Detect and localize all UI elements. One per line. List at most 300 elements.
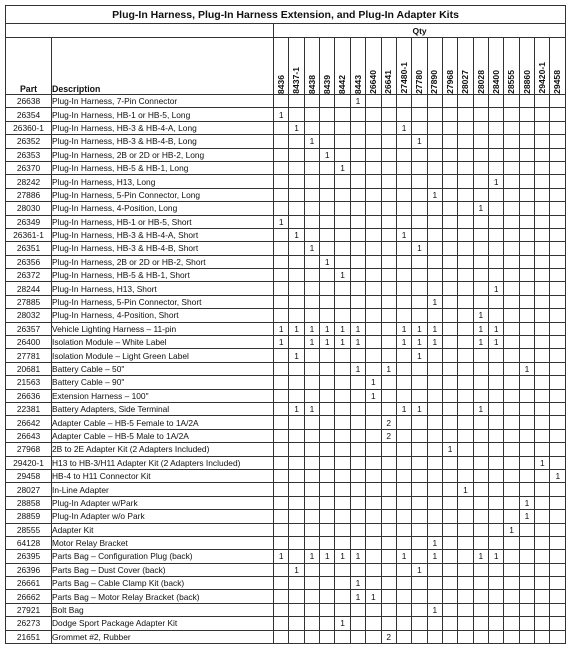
part-number-cell: 26351 [6,242,52,255]
qty-cell [320,175,335,188]
qty-cell [473,536,488,549]
qty-cell [458,349,473,362]
table-row [6,295,566,308]
qty-cell [335,483,350,496]
qty-cell [396,496,411,509]
description-cell: Plug-In Harness, 4-Position, Short [52,309,274,322]
qty-cell: 1 [320,550,335,563]
qty-column-label: 29420-1 [536,62,547,94]
qty-cell [335,108,350,121]
qty-cell [427,630,442,643]
qty-cell [350,108,365,121]
table-row [6,349,566,362]
qty-cell [381,536,396,549]
qty-cell: 1 [489,175,504,188]
qty-cell [535,242,550,255]
qty-cell [504,269,519,282]
qty-cell [442,135,457,148]
table-row [6,161,566,174]
qty-cell [274,523,289,536]
qty-cell [519,269,534,282]
qty-cell [381,496,396,509]
qty-cell [489,376,504,389]
qty-cell [442,309,457,322]
qty-cell [381,255,396,268]
qty-cell [274,483,289,496]
qty-cell [412,295,427,308]
qty-cell [489,429,504,442]
qty-cell [412,389,427,402]
qty-cell [489,215,504,228]
qty-cell [274,402,289,415]
parts-table [5,5,566,644]
qty-cell: 1 [289,349,304,362]
qty-cell [396,242,411,255]
qty-column-header [412,38,427,95]
qty-cell [550,577,566,590]
part-number-cell: 26349 [6,215,52,228]
qty-cell [304,161,319,174]
qty-cell [458,496,473,509]
qty-cell: 1 [396,402,411,415]
qty-cell [335,362,350,375]
qty-cell: 2 [381,429,396,442]
qty-cell: 1 [289,228,304,241]
qty-cell [550,402,566,415]
qty-cell [473,590,488,603]
qty-cell [274,362,289,375]
qty-column-header [519,38,534,95]
qty-cell [519,336,534,349]
qty-cell [366,483,381,496]
qty-cell [366,443,381,456]
qty-cell [535,577,550,590]
table-row [6,95,566,108]
qty-cell [427,469,442,482]
qty-cell [458,469,473,482]
qty-cell [489,416,504,429]
description-cell: Vehicle Lighting Harness – 11-pin [52,322,274,335]
qty-cell [350,255,365,268]
qty-cell: 1 [335,550,350,563]
table-row [6,121,566,134]
qty-cell [519,242,534,255]
qty-cell [427,202,442,215]
qty-cell [320,362,335,375]
qty-cell [335,456,350,469]
qty-cell [442,416,457,429]
qty-cell [550,188,566,201]
qty-cell [535,630,550,643]
qty-cell [396,282,411,295]
qty-cell [442,563,457,576]
qty-cell [473,563,488,576]
description-column-header: Description [52,38,274,95]
part-number-cell: 26395 [6,550,52,563]
qty-cell [504,536,519,549]
qty-cell [504,322,519,335]
qty-cell [504,510,519,523]
qty-cell: 1 [274,550,289,563]
description-cell: Plug-In Harness, HB-3 & HB-4-B, Long [52,135,274,148]
qty-cell [412,108,427,121]
qty-cell [350,135,365,148]
qty-cell [396,135,411,148]
qty-cell [519,202,534,215]
qty-cell [304,309,319,322]
qty-cell [289,309,304,322]
qty-cell [366,242,381,255]
qty-cell [550,95,566,108]
qty-cell [366,121,381,134]
table-row [6,483,566,496]
qty-cell [504,282,519,295]
qty-cell [381,376,396,389]
qty-cell [473,188,488,201]
qty-cell [458,550,473,563]
qty-cell [289,389,304,402]
qty-cell [473,523,488,536]
qty-column-label: 27480-1 [398,62,409,94]
qty-cell [473,228,488,241]
qty-cell [504,202,519,215]
qty-cell [320,416,335,429]
qty-cell [366,135,381,148]
qty-cell [274,295,289,308]
qty-cell [489,242,504,255]
qty-cell [458,362,473,375]
qty-cell [412,202,427,215]
qty-cell [304,376,319,389]
qty-cell [504,550,519,563]
qty-cell [519,215,534,228]
part-number-cell: 28859 [6,510,52,523]
qty-cell [350,617,365,630]
qty-cell [274,349,289,362]
qty-cell [504,175,519,188]
qty-cell [504,161,519,174]
qty-cell [350,402,365,415]
qty-cell: 1 [519,362,534,375]
qty-cell [489,362,504,375]
qty-cell: 1 [335,617,350,630]
qty-cell: 1 [427,550,442,563]
qty-cell [350,148,365,161]
qty-cell [274,617,289,630]
qty-cell [473,282,488,295]
qty-cell [289,135,304,148]
part-number-cell: 26662 [6,590,52,603]
qty-cell [519,148,534,161]
qty-cell [350,416,365,429]
qty-cell [412,536,427,549]
qty-cell [304,630,319,643]
description-cell: In-Line Adapter [52,483,274,496]
qty-cell [274,228,289,241]
qty-cell [535,536,550,549]
description-cell: Plug-In Adapter w/Park [52,496,274,509]
qty-cell [489,563,504,576]
qty-cell [320,469,335,482]
qty-cell [550,389,566,402]
qty-cell [535,108,550,121]
qty-cell: 1 [396,322,411,335]
qty-cell [458,95,473,108]
qty-column-label: 26640 [368,70,379,94]
qty-cell [550,603,566,616]
qty-cell [335,563,350,576]
qty-cell: 1 [473,202,488,215]
qty-cell [519,630,534,643]
qty-cell [427,590,442,603]
qty-cell [289,536,304,549]
qty-cell [289,95,304,108]
qty-cell [412,228,427,241]
qty-cell [350,121,365,134]
qty-cell [350,161,365,174]
qty-cell [320,309,335,322]
description-cell: Parts Bag – Configuration Plug (back) [52,550,274,563]
qty-cell: 1 [427,295,442,308]
qty-cell [396,469,411,482]
qty-cell [535,336,550,349]
qty-column-label: 29458 [552,70,563,94]
qty-cell [350,603,365,616]
description-cell: Adapter Cable – HB-5 Male to 1A/2A [52,429,274,442]
qty-cell [519,443,534,456]
qty-cell [412,617,427,630]
qty-cell: 1 [519,510,534,523]
description-cell: Parts Bag – Motor Relay Bracket (back) [52,590,274,603]
qty-cell: 1 [289,402,304,415]
qty-cell [412,469,427,482]
qty-cell [304,202,319,215]
qty-cell [535,188,550,201]
qty-cell [458,322,473,335]
qty-cell [335,295,350,308]
qty-cell [304,295,319,308]
qty-cell [550,282,566,295]
qty-cell [412,550,427,563]
qty-cell [396,536,411,549]
qty-cell [274,630,289,643]
qty-cell [396,108,411,121]
qty-cell [535,389,550,402]
qty-cell [442,429,457,442]
description-cell: Battery Cable – 50" [52,362,274,375]
qty-cell [535,349,550,362]
description-cell: Dodge Sport Package Adapter Kit [52,617,274,630]
qty-column-header [366,38,381,95]
qty-cell [473,135,488,148]
qty-cell [473,483,488,496]
qty-cell [304,269,319,282]
part-column-header: Part [6,38,52,95]
qty-cell [412,483,427,496]
qty-cell [535,563,550,576]
description-cell: Bolt Bag [52,603,274,616]
qty-cell [381,336,396,349]
qty-cell [381,148,396,161]
qty-cell [320,161,335,174]
qty-cell [442,95,457,108]
qty-cell [381,456,396,469]
qty-cell [489,536,504,549]
qty-cell [550,590,566,603]
part-number-cell: 26354 [6,108,52,121]
qty-cell [442,376,457,389]
qty-cell: 1 [427,188,442,201]
description-cell: Plug-In Harness, H13, Short [52,282,274,295]
qty-cell [489,228,504,241]
qty-cell [289,617,304,630]
qty-cell [489,402,504,415]
qty-cell [366,617,381,630]
qty-cell: 1 [320,255,335,268]
qty-cell [442,617,457,630]
table-row [6,215,566,228]
table-row [6,443,566,456]
qty-cell [473,161,488,174]
part-number-cell: 26642 [6,416,52,429]
qty-cell [489,469,504,482]
qty-cell [366,510,381,523]
part-number-cell: 28555 [6,523,52,536]
qty-cell [458,603,473,616]
qty-cell: 1 [412,563,427,576]
qty-cell [335,228,350,241]
qty-cell: 1 [489,336,504,349]
qty-cell [350,242,365,255]
qty-cell [396,523,411,536]
qty-cell [550,362,566,375]
qty-cell [473,295,488,308]
part-number-cell: 29458 [6,469,52,482]
qty-column-label: 8436 [275,74,286,94]
table-row [6,590,566,603]
qty-cell [274,389,289,402]
qty-cell [504,349,519,362]
qty-cell [504,295,519,308]
qty-cell [350,469,365,482]
qty-cell [427,510,442,523]
qty-cell [304,95,319,108]
qty-column-label: 26641 [383,70,394,94]
table-row [6,255,566,268]
qty-cell [274,121,289,134]
qty-cell [381,188,396,201]
parts-table-container [5,5,565,643]
qty-cell [304,389,319,402]
qty-cell [535,295,550,308]
qty-column-header [458,38,473,95]
qty-cell [274,577,289,590]
qty-cell [442,536,457,549]
qty-cell [458,577,473,590]
description-cell: Plug-In Harness, 2B or 2D or HB-2, Long [52,148,274,161]
qty-cell: 1 [350,590,365,603]
qty-cell [396,443,411,456]
qty-cell [427,175,442,188]
qty-cell [550,496,566,509]
qty-cell: 1 [304,550,319,563]
qty-cell [458,336,473,349]
qty-cell [335,443,350,456]
qty-cell [519,135,534,148]
qty-cell [396,255,411,268]
qty-cell: 1 [412,135,427,148]
qty-cell [320,429,335,442]
qty-cell [442,175,457,188]
qty-cell [304,108,319,121]
qty-cell [519,469,534,482]
part-number-cell: 27886 [6,188,52,201]
qty-cell: 1 [350,550,365,563]
qty-cell [350,389,365,402]
qty-column-label: 8437-1 [291,67,302,94]
qty-cell [504,362,519,375]
qty-column-header [489,38,504,95]
table-row [6,496,566,509]
qty-cell [535,617,550,630]
qty-cell [489,295,504,308]
qty-cell [335,309,350,322]
qty-cell [504,603,519,616]
qty-cell [350,429,365,442]
qty-cell [320,483,335,496]
qty-cell [458,376,473,389]
qty-cell [442,255,457,268]
qty-cell [550,269,566,282]
qty-cell [489,389,504,402]
qty-cell [335,188,350,201]
qty-cell [412,121,427,134]
qty-cell [350,228,365,241]
qty-cell [519,121,534,134]
qty-cell [320,523,335,536]
description-cell: Adapter Kit [52,523,274,536]
qty-cell [381,563,396,576]
qty-cell [412,95,427,108]
qty-cell [427,443,442,456]
qty-cell [473,376,488,389]
qty-cell [504,309,519,322]
qty-cell [550,121,566,134]
qty-cell [427,95,442,108]
qty-cell [535,322,550,335]
qty-cell [504,188,519,201]
qty-cell: 1 [396,336,411,349]
qty-cell [304,456,319,469]
qty-cell [458,282,473,295]
qty-cell [320,536,335,549]
qty-cell [458,523,473,536]
qty-cell [366,456,381,469]
qty-cell [320,349,335,362]
qty-cell [366,309,381,322]
qty-cell: 1 [350,362,365,375]
qty-cell [320,228,335,241]
qty-cell: 1 [274,215,289,228]
qty-cell [427,483,442,496]
qty-cell [550,255,566,268]
qty-cell [320,108,335,121]
qty-cell [381,523,396,536]
qty-cell [458,389,473,402]
qty-cell [304,603,319,616]
table-title: Plug-In Harness, Plug-In Harness Extension, and Plug-In Adapter Kits [6,6,566,24]
qty-cell [396,376,411,389]
